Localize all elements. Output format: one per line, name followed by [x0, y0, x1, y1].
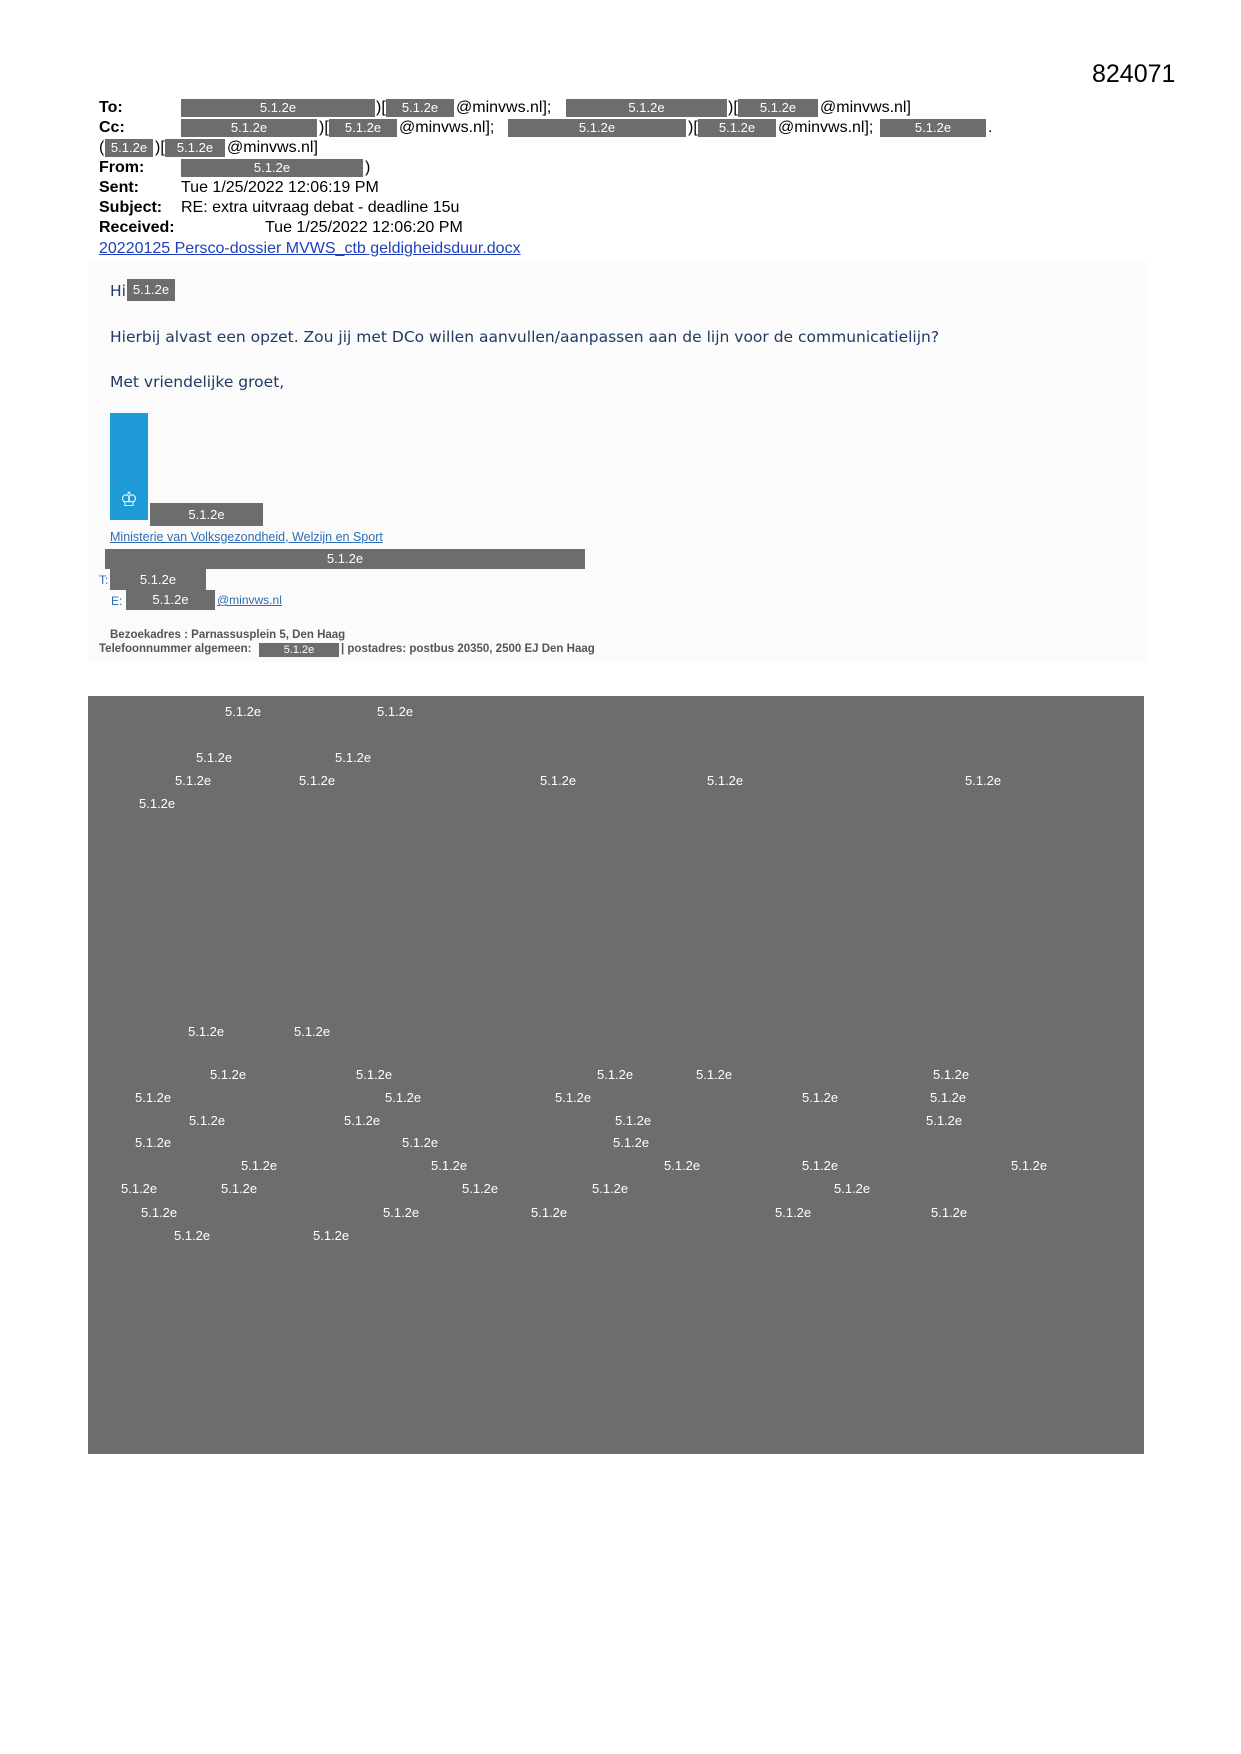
redaction-label: 5.1.2e [965, 773, 1002, 788]
redaction: 5.1.2e [127, 279, 175, 301]
greeting: Hi [110, 282, 126, 300]
redaction-label: 5.1.2e [1011, 1158, 1048, 1173]
received-label: Received: [99, 219, 175, 236]
redaction-label: 5.1.2e [402, 1135, 439, 1150]
redaction: 5.1.2e [880, 119, 986, 137]
redaction-label: 5.1.2e [335, 750, 372, 765]
rijksoverheid-crest-icon: ♔ [120, 489, 138, 511]
cc-email-domain-2: @minvws.nl]; [778, 119, 874, 136]
signature-email-domain[interactable]: @minvws.nl [217, 593, 282, 607]
redaction-label: 5.1.2e [383, 1205, 420, 1220]
redaction-label: 5.1.2e [188, 1024, 225, 1039]
redaction-label: 5.1.2e [241, 1158, 278, 1173]
redaction-label: 5.1.2e [135, 1090, 172, 1105]
phone-general-label: Telefoonnummer algemeen: [99, 643, 252, 655]
redaction-label: 5.1.2e [707, 773, 744, 788]
to-email-domain-2: @minvws.nl] [820, 99, 911, 116]
redaction: 5.1.2e [150, 503, 263, 526]
redaction: 5.1.2e [181, 159, 363, 177]
redaction: 5.1.2e [105, 549, 585, 569]
redaction-label: 5.1.2e [210, 1067, 247, 1082]
redaction-label: 5.1.2e [696, 1067, 733, 1082]
redaction-label: 5.1.2e [225, 704, 262, 719]
redaction-label: 5.1.2e [175, 773, 212, 788]
redaction: 5.1.2e [126, 590, 215, 610]
cc-email-domain-3: @minvws.nl] [227, 139, 318, 156]
document-number: 824071 [1092, 60, 1176, 88]
closing: Met vriendelijke groet, [110, 373, 285, 391]
redaction-label: 5.1.2e [377, 704, 414, 719]
sent-label: Sent: [99, 179, 139, 196]
redaction-label: 5.1.2e [221, 1181, 258, 1196]
phone-label: T: [99, 573, 109, 587]
redaction-label: 5.1.2e [555, 1090, 592, 1105]
redaction-label: 5.1.2e [385, 1090, 422, 1105]
redaction-label: 5.1.2e [664, 1158, 701, 1173]
redaction: 5.1.2e [508, 119, 686, 137]
redaction-label: 5.1.2e [592, 1181, 629, 1196]
redaction-label: 5.1.2e [121, 1181, 158, 1196]
redaction-label: 5.1.2e [540, 773, 577, 788]
cc-label: Cc: [99, 119, 125, 136]
redaction-label: 5.1.2e [174, 1228, 211, 1243]
redaction-label: 5.1.2e [613, 1135, 650, 1150]
redaction: 5.1.2e [566, 99, 727, 117]
redaction-label: 5.1.2e [356, 1067, 393, 1082]
redaction-label: 5.1.2e [462, 1181, 499, 1196]
from-label: From: [99, 159, 145, 176]
redaction: 5.1.2e [181, 119, 317, 137]
email-label: E: [111, 594, 123, 608]
redaction-label: 5.1.2e [135, 1135, 172, 1150]
visit-address: Bezoekadres : Parnassusplein 5, Den Haag [110, 629, 346, 641]
redaction-label: 5.1.2e [531, 1205, 568, 1220]
redaction-label: 5.1.2e [344, 1113, 381, 1128]
redaction-label: 5.1.2e [802, 1158, 839, 1173]
redaction-label: 5.1.2e [834, 1181, 871, 1196]
redaction-label: 5.1.2e [196, 750, 233, 765]
redaction-label: 5.1.2e [139, 796, 176, 811]
redaction-label: 5.1.2e [189, 1113, 226, 1128]
redaction-label: 5.1.2e [431, 1158, 468, 1173]
ministry-logo [110, 413, 148, 520]
redaction: 5.1.2e [698, 119, 776, 137]
redaction-label: 5.1.2e [775, 1205, 812, 1220]
redaction-label: 5.1.2e [931, 1205, 968, 1220]
redaction-label: 5.1.2e [802, 1090, 839, 1105]
subject-label: Subject: [99, 199, 163, 216]
to-label: To: [99, 99, 123, 116]
redaction-label: 5.1.2e [313, 1228, 350, 1243]
redaction: 5.1.2e [165, 139, 225, 157]
redaction: 5.1.2e [259, 643, 339, 657]
redaction: 5.1.2e [386, 99, 454, 117]
redaction: 5.1.2e [110, 569, 206, 590]
attachment-link[interactable]: 20220125 Persco-dossier MVWS_ctb geldigheidsduur.docx [99, 240, 521, 257]
redaction-label: 5.1.2e [615, 1113, 652, 1128]
redaction: 5.1.2e [181, 99, 375, 117]
body-paragraph: Hierbij alvast een opzet. Zou jij met DCo willen aanvullen/aanpassen aan de lijn voor de communicatielijn? [110, 328, 940, 346]
cc-email-domain: @minvws.nl]; [399, 119, 495, 136]
redaction-label: 5.1.2e [294, 1024, 331, 1039]
redaction-label: 5.1.2e [933, 1067, 970, 1082]
sent-value: Tue 1/25/2022 12:06:19 PM [181, 179, 379, 196]
redacted-block [88, 696, 1144, 1454]
subject-value: RE: extra uitvraag debat - deadline 15u [181, 199, 460, 216]
ministry-link[interactable]: Ministerie van Volksgezondheid, Welzijn en Sport [110, 530, 383, 544]
to-email-domain: @minvws.nl]; [456, 99, 552, 116]
postal-address: | postadres: postbus 20350, 2500 EJ Den Haag [341, 643, 595, 655]
redaction-label: 5.1.2e [930, 1090, 967, 1105]
redaction-label: 5.1.2e [926, 1113, 963, 1128]
redaction: 5.1.2e [105, 139, 153, 157]
redaction-label: 5.1.2e [597, 1067, 634, 1082]
received-value: Tue 1/25/2022 12:06:20 PM [265, 219, 463, 236]
redaction: 5.1.2e [738, 99, 818, 117]
redaction: 5.1.2e [329, 119, 397, 137]
redaction-label: 5.1.2e [299, 773, 336, 788]
redaction-label: 5.1.2e [141, 1205, 178, 1220]
